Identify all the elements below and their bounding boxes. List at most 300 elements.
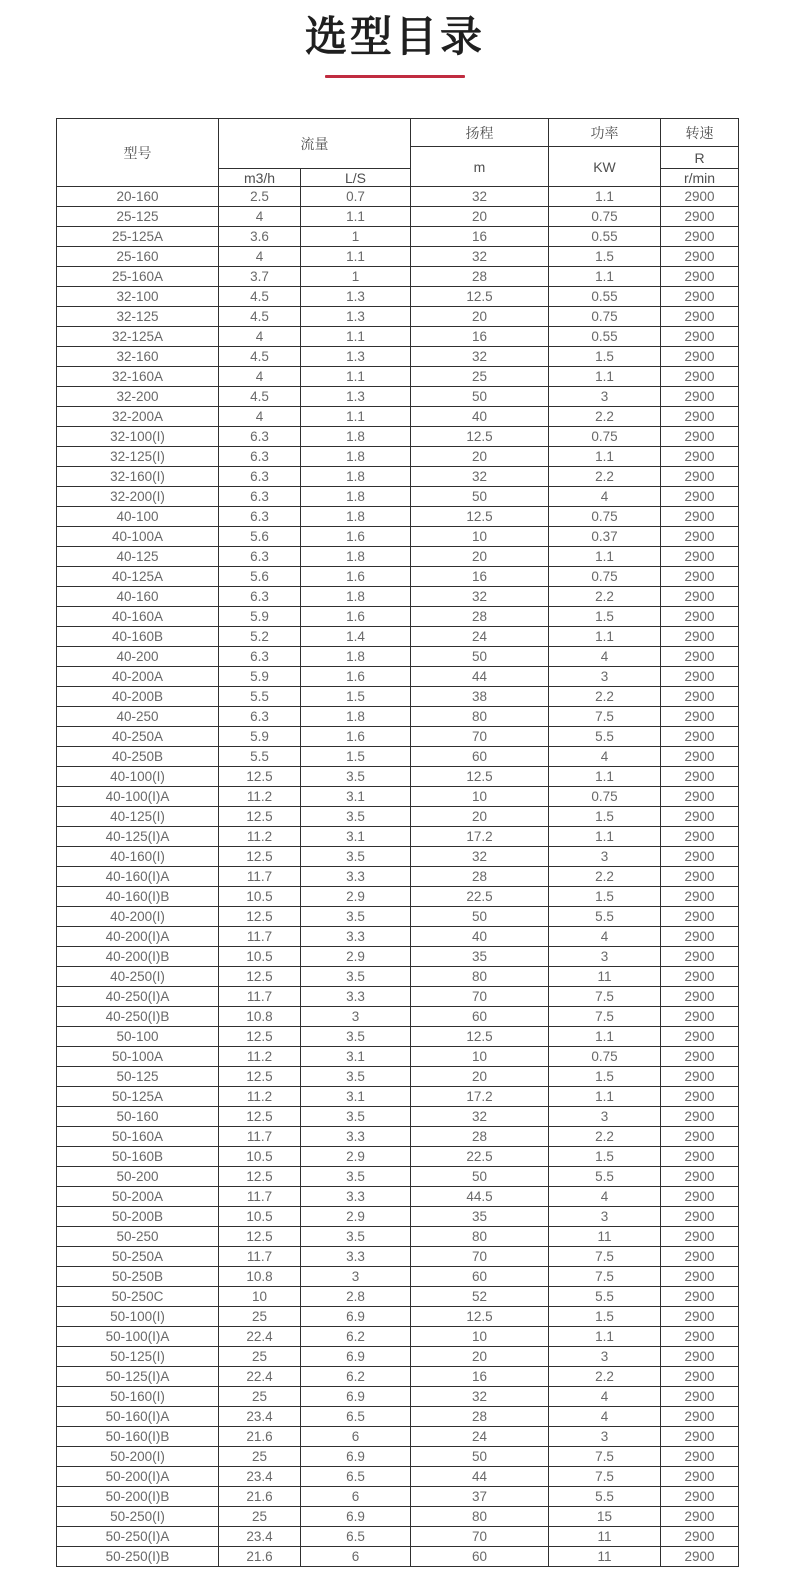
table-cell: 6.9 (301, 1387, 411, 1407)
table-cell: 50-125(I) (57, 1347, 219, 1367)
table-cell: 2.2 (549, 687, 661, 707)
table-cell: 3 (549, 387, 661, 407)
col-header-flow-m3h: m3/h (219, 169, 301, 187)
table-cell: 2900 (661, 667, 739, 687)
table-cell: 11.2 (219, 1087, 301, 1107)
table-cell: 70 (411, 727, 549, 747)
table-row (57, 807, 739, 827)
table-row (57, 687, 739, 707)
table-cell: 4.5 (219, 287, 301, 307)
table-row (57, 907, 739, 927)
table-cell: 1.8 (301, 447, 411, 467)
table-cell: 6.5 (301, 1527, 411, 1547)
table-cell: 50 (411, 1167, 549, 1187)
table-cell: 0.55 (549, 287, 661, 307)
table-row (57, 387, 739, 407)
table-cell: 3 (549, 667, 661, 687)
table-cell: 7.5 (549, 1447, 661, 1467)
table-cell: 50-250C (57, 1287, 219, 1307)
table-cell: 2900 (661, 1207, 739, 1227)
table-cell: 40-100A (57, 527, 219, 547)
table-row (57, 507, 739, 527)
table-row (57, 547, 739, 567)
table-cell: 6.3 (219, 647, 301, 667)
table-cell: 2900 (661, 1247, 739, 1267)
table-cell: 1.5 (301, 687, 411, 707)
table-cell: 50-125A (57, 1087, 219, 1107)
table-row (57, 967, 739, 987)
table-cell: 2900 (661, 827, 739, 847)
table-cell: 2900 (661, 347, 739, 367)
table-cell: 50-100A (57, 1047, 219, 1067)
table-row (57, 1067, 739, 1087)
table-cell: 22.4 (219, 1367, 301, 1387)
table-cell: 17.2 (411, 827, 549, 847)
table-cell: 21.6 (219, 1427, 301, 1447)
table-cell: 6.3 (219, 467, 301, 487)
table-cell: 50-125(I)A (57, 1367, 219, 1387)
table-row (57, 527, 739, 547)
table-cell: 28 (411, 1407, 549, 1427)
table-cell: 6.3 (219, 547, 301, 567)
table-cell: 25-125 (57, 207, 219, 227)
table-cell: 50 (411, 487, 549, 507)
table-cell: 6.3 (219, 587, 301, 607)
table-cell: 3 (549, 1107, 661, 1127)
table-cell: 25-160A (57, 267, 219, 287)
table-cell: 40-200(I) (57, 907, 219, 927)
table-row (57, 207, 739, 227)
table-cell: 4.5 (219, 307, 301, 327)
table-cell: 6 (301, 1427, 411, 1447)
table-cell: 3.5 (301, 1027, 411, 1047)
table-row (57, 867, 739, 887)
table-cell: 50-100 (57, 1027, 219, 1047)
table-row (57, 1407, 739, 1427)
table-cell: 2900 (661, 807, 739, 827)
table-row (57, 1527, 739, 1547)
table-row (57, 427, 739, 447)
table-row (57, 347, 739, 367)
table-cell: 32-160(I) (57, 467, 219, 487)
table-cell: 10.5 (219, 887, 301, 907)
table-cell: 2900 (661, 427, 739, 447)
table-cell: 2900 (661, 1087, 739, 1107)
table-cell: 6.3 (219, 447, 301, 467)
table-cell: 1.5 (549, 247, 661, 267)
table-cell: 22.4 (219, 1327, 301, 1347)
table-body (57, 187, 739, 1567)
table-cell: 50-100(I) (57, 1307, 219, 1327)
table-cell: 22.5 (411, 1147, 549, 1167)
table-row (57, 887, 739, 907)
table-cell: 35 (411, 947, 549, 967)
table-cell: 32-160A (57, 367, 219, 387)
table-cell: 16 (411, 227, 549, 247)
table-cell: 3 (549, 1207, 661, 1227)
table-cell: 50-200(I)A (57, 1467, 219, 1487)
table-cell: 25 (219, 1447, 301, 1467)
table-cell: 2.2 (549, 1367, 661, 1387)
table-cell: 20 (411, 547, 549, 567)
table-cell: 2900 (661, 227, 739, 247)
table-cell: 7.5 (549, 1247, 661, 1267)
table-cell: 1.1 (549, 547, 661, 567)
table-cell: 2900 (661, 387, 739, 407)
table-cell: 2900 (661, 1067, 739, 1087)
table-cell: 40-200B (57, 687, 219, 707)
table-cell: 1.5 (549, 1067, 661, 1087)
table-cell: 2900 (661, 847, 739, 867)
table-cell: 1.6 (301, 667, 411, 687)
table-row (57, 1507, 739, 1527)
table-cell: 2900 (661, 247, 739, 267)
table-cell: 28 (411, 1127, 549, 1147)
table-cell: 1.8 (301, 587, 411, 607)
table-cell: 5.9 (219, 727, 301, 747)
table-cell: 1.5 (301, 747, 411, 767)
table-cell: 2900 (661, 627, 739, 647)
table-cell: 2.9 (301, 1207, 411, 1227)
table-cell: 3.3 (301, 1247, 411, 1267)
table-cell: 70 (411, 987, 549, 1007)
table-row (57, 1387, 739, 1407)
table-row (57, 287, 739, 307)
table-cell: 11.7 (219, 1187, 301, 1207)
table-cell: 3 (549, 1427, 661, 1447)
table-cell: 50-250(I)B (57, 1547, 219, 1567)
table-cell: 12.5 (411, 1307, 549, 1327)
table-cell: 2900 (661, 1547, 739, 1567)
table-cell: 50 (411, 647, 549, 667)
table-cell: 2900 (661, 947, 739, 967)
table-row (57, 1027, 739, 1047)
table-cell: 2900 (661, 727, 739, 747)
table-cell: 40-250(I)B (57, 1007, 219, 1027)
col-header-speed: 转速 (661, 119, 739, 147)
table-row (57, 267, 739, 287)
table-cell: 7.5 (549, 1467, 661, 1487)
table-row (57, 1147, 739, 1167)
table-cell: 1.1 (549, 447, 661, 467)
table-cell: 0.75 (549, 787, 661, 807)
table-cell: 80 (411, 707, 549, 727)
table-cell: 1.1 (301, 327, 411, 347)
table-cell: 1.1 (549, 1087, 661, 1107)
table-cell: 12.5 (219, 1107, 301, 1127)
table-cell: 10.8 (219, 1267, 301, 1287)
table-cell: 1.1 (549, 627, 661, 647)
table-cell: 11 (549, 1547, 661, 1567)
table-cell: 2900 (661, 747, 739, 767)
table-row (57, 1467, 739, 1487)
table-cell: 2900 (661, 487, 739, 507)
table-row (57, 1347, 739, 1367)
table-cell: 12.5 (219, 767, 301, 787)
table-row (57, 567, 739, 587)
table-row (57, 1007, 739, 1027)
table-cell: 12.5 (219, 907, 301, 927)
table-cell: 11.7 (219, 1247, 301, 1267)
table-cell: 60 (411, 747, 549, 767)
table-cell: 5.9 (219, 667, 301, 687)
table-row (57, 1427, 739, 1447)
table-cell: 2900 (661, 407, 739, 427)
table-header (57, 119, 739, 187)
col-header-speed-unit: r/min (661, 169, 739, 187)
table-cell: 2900 (661, 607, 739, 627)
table-cell: 5.5 (549, 1167, 661, 1187)
table-cell: 50-250A (57, 1247, 219, 1267)
table-cell: 2.9 (301, 887, 411, 907)
table-cell: 6.9 (301, 1347, 411, 1367)
table-cell: 11 (549, 1227, 661, 1247)
table-cell: 1.8 (301, 647, 411, 667)
table-cell: 5.9 (219, 607, 301, 627)
table-cell: 32 (411, 587, 549, 607)
table-cell: 24 (411, 1427, 549, 1447)
table-cell: 1.1 (301, 407, 411, 427)
table-cell: 32 (411, 1107, 549, 1127)
table-cell: 4 (549, 927, 661, 947)
table-cell: 2.9 (301, 1147, 411, 1167)
table-cell: 44.5 (411, 1187, 549, 1207)
table-cell: 20 (411, 807, 549, 827)
table-cell: 50-200 (57, 1167, 219, 1187)
table-cell: 40-200(I)A (57, 927, 219, 947)
table-row (57, 227, 739, 247)
table-cell: 2900 (661, 1027, 739, 1047)
table-cell: 1.4 (301, 627, 411, 647)
table-cell: 25-160 (57, 247, 219, 267)
table-cell: 2900 (661, 887, 739, 907)
table-cell: 3.5 (301, 807, 411, 827)
table-cell: 3.6 (219, 227, 301, 247)
table-cell: 6.5 (301, 1407, 411, 1427)
table-cell: 1.1 (549, 267, 661, 287)
col-header-flow-ls: L/S (301, 169, 411, 187)
table-cell: 28 (411, 607, 549, 627)
table-cell: 12.5 (411, 427, 549, 447)
table-cell: 10 (219, 1287, 301, 1307)
table-cell: 2900 (661, 507, 739, 527)
table-cell: 80 (411, 967, 549, 987)
table-cell: 12.5 (411, 287, 549, 307)
table-cell: 20-160 (57, 187, 219, 207)
table-cell: 3.5 (301, 1167, 411, 1187)
table-cell: 3.5 (301, 1107, 411, 1127)
table-row (57, 187, 739, 207)
table-cell: 10 (411, 1327, 549, 1347)
table-cell: 1.1 (549, 187, 661, 207)
table-cell: 12.5 (219, 1167, 301, 1187)
table-cell: 2.2 (549, 587, 661, 607)
table-row (57, 647, 739, 667)
table-cell: 40-100(I) (57, 767, 219, 787)
table-cell: 1.5 (549, 347, 661, 367)
table-cell: 1.8 (301, 467, 411, 487)
table-cell: 50 (411, 387, 549, 407)
table-cell: 40-200(I)B (57, 947, 219, 967)
table-cell: 12.5 (219, 1027, 301, 1047)
table-cell: 32-160 (57, 347, 219, 367)
table-cell: 1.5 (549, 1307, 661, 1327)
table-cell: 40-100(I)A (57, 787, 219, 807)
table-cell: 1.3 (301, 287, 411, 307)
table-cell: 2900 (661, 767, 739, 787)
table-cell: 20 (411, 1067, 549, 1087)
table-cell: 16 (411, 1367, 549, 1387)
table-row (57, 827, 739, 847)
table-cell: 2900 (661, 1287, 739, 1307)
table-cell: 0.75 (549, 307, 661, 327)
table-cell: 3.1 (301, 1087, 411, 1107)
table-cell: 2.2 (549, 867, 661, 887)
table-cell: 6.3 (219, 507, 301, 527)
table-cell: 2900 (661, 547, 739, 567)
table-cell: 40-125A (57, 567, 219, 587)
table-cell: 4 (219, 367, 301, 387)
table-cell: 25 (219, 1307, 301, 1327)
table-cell: 12.5 (411, 507, 549, 527)
table-cell: 16 (411, 327, 549, 347)
table-cell: 20 (411, 307, 549, 327)
table-cell: 2.2 (549, 467, 661, 487)
table-cell: 2900 (661, 1527, 739, 1547)
table-cell: 12.5 (411, 1027, 549, 1047)
table-cell: 3.3 (301, 987, 411, 1007)
table-cell: 4 (549, 487, 661, 507)
table-cell: 60 (411, 1007, 549, 1027)
table-cell: 6.5 (301, 1467, 411, 1487)
table-cell: 50-250(I) (57, 1507, 219, 1527)
table-cell: 11.7 (219, 1127, 301, 1147)
table-cell: 32 (411, 187, 549, 207)
table-cell: 2900 (661, 1487, 739, 1507)
table-cell: 4 (549, 1387, 661, 1407)
table-cell: 2900 (661, 787, 739, 807)
table-cell: 2900 (661, 967, 739, 987)
table-cell: 1 (301, 267, 411, 287)
table-cell: 10.8 (219, 1007, 301, 1027)
table-cell: 0.37 (549, 527, 661, 547)
table-cell: 50-160(I)B (57, 1427, 219, 1447)
table-row (57, 1447, 739, 1467)
table-cell: 50-160A (57, 1127, 219, 1147)
selection-catalog-table (56, 118, 739, 1567)
table-row (57, 1267, 739, 1287)
table-cell: 6.9 (301, 1447, 411, 1467)
table-row (57, 1047, 739, 1067)
table-cell: 6 (301, 1487, 411, 1507)
table-cell: 2900 (661, 1507, 739, 1527)
table-cell: 12.5 (219, 807, 301, 827)
table-cell: 12.5 (411, 767, 549, 787)
table-cell: 2900 (661, 1147, 739, 1167)
table-cell: 3 (549, 1347, 661, 1367)
table-row (57, 1087, 739, 1107)
table-cell: 6.9 (301, 1507, 411, 1527)
table-cell: 20 (411, 447, 549, 467)
table-cell: 11.2 (219, 1047, 301, 1067)
table-cell: 3 (301, 1267, 411, 1287)
table-cell: 1.8 (301, 487, 411, 507)
table-cell: 1.1 (549, 1027, 661, 1047)
table-row (57, 367, 739, 387)
table-cell: 32-125 (57, 307, 219, 327)
table-cell: 50-250(I)A (57, 1527, 219, 1547)
table-cell: 6.3 (219, 427, 301, 447)
table-row (57, 1187, 739, 1207)
table-cell: 4 (549, 1407, 661, 1427)
table-row (57, 1307, 739, 1327)
col-header-flow: 流量 (219, 119, 411, 169)
table-cell: 24 (411, 627, 549, 647)
table-cell: 50-160(I) (57, 1387, 219, 1407)
table-cell: 3.1 (301, 827, 411, 847)
table-cell: 10 (411, 787, 549, 807)
table-cell: 12.5 (219, 847, 301, 867)
table-cell: 6.2 (301, 1367, 411, 1387)
table-cell: 1.1 (301, 207, 411, 227)
table-row (57, 627, 739, 647)
table-cell: 1.1 (549, 767, 661, 787)
table-cell: 2900 (661, 1227, 739, 1247)
table-row (57, 1127, 739, 1147)
table-cell: 2900 (661, 1127, 739, 1147)
table-cell: 2.2 (549, 407, 661, 427)
table-row (57, 847, 739, 867)
table-cell: 2900 (661, 467, 739, 487)
table-row (57, 487, 739, 507)
table-cell: 40-125 (57, 547, 219, 567)
table-cell: 25-125A (57, 227, 219, 247)
table-cell: 2900 (661, 187, 739, 207)
title-underline (325, 75, 465, 78)
table-row (57, 1107, 739, 1127)
table-cell: 23.4 (219, 1467, 301, 1487)
table-cell: 4 (219, 247, 301, 267)
table-cell: 25 (219, 1347, 301, 1367)
table-cell: 80 (411, 1227, 549, 1247)
table-cell: 25 (219, 1387, 301, 1407)
table-cell: 5.5 (549, 1287, 661, 1307)
table-cell: 1.3 (301, 387, 411, 407)
table-row (57, 407, 739, 427)
table-cell: 11.7 (219, 867, 301, 887)
table-cell: 3.3 (301, 1187, 411, 1207)
table-cell: 40-160 (57, 587, 219, 607)
table-cell: 2900 (661, 1467, 739, 1487)
table-cell: 32 (411, 467, 549, 487)
table-cell: 1 (301, 227, 411, 247)
table-cell: 35 (411, 1207, 549, 1227)
col-header-speed-r: R (661, 147, 739, 169)
table-cell: 3.5 (301, 1227, 411, 1247)
table-row (57, 707, 739, 727)
table-cell: 12.5 (219, 967, 301, 987)
table-cell: 2900 (661, 307, 739, 327)
table-cell: 2900 (661, 327, 739, 347)
col-header-power: 功率 (549, 119, 661, 147)
table-cell: 32-200(I) (57, 487, 219, 507)
table-row (57, 1327, 739, 1347)
table-cell: 0.55 (549, 327, 661, 347)
table-cell: 1.1 (549, 827, 661, 847)
table-cell: 1.5 (549, 607, 661, 627)
table-cell: 32-125(I) (57, 447, 219, 467)
table-cell: 2900 (661, 1187, 739, 1207)
